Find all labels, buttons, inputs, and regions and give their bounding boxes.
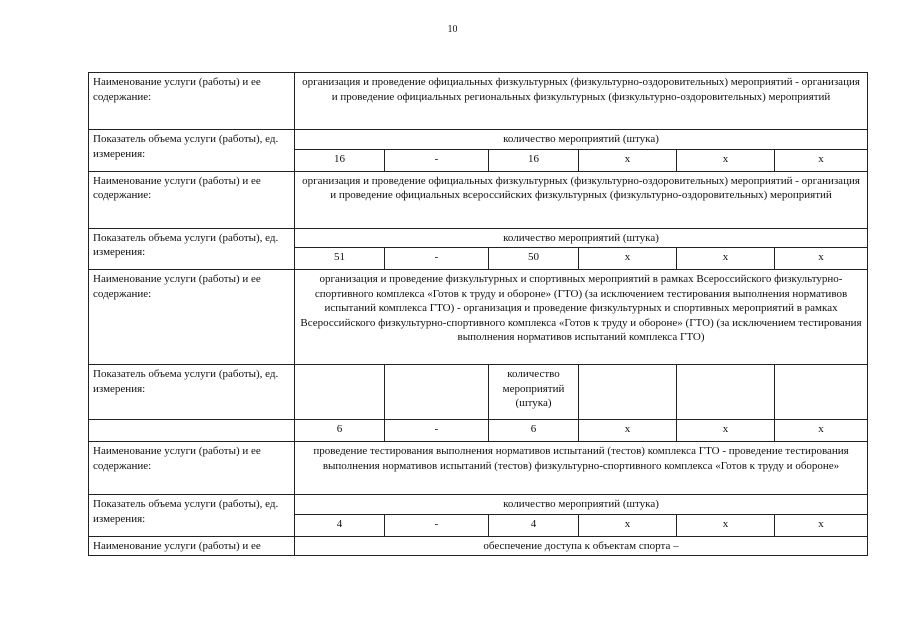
service-name-label: Наименование услуги (работы) и ее содержание:	[89, 442, 295, 495]
service-content: обеспечение доступа к объектам спорта –	[295, 536, 868, 556]
service-name-row	[89, 171, 868, 228]
volume-unit: количество мероприятий (штука)	[295, 228, 868, 248]
value-cell: х	[775, 514, 868, 536]
empty-cell	[775, 365, 868, 420]
volume-unit: количество мероприятий (штука)	[295, 495, 868, 515]
value-cell: х	[579, 149, 677, 171]
value-cell: х	[579, 514, 677, 536]
service-content: организация и проведение официальных физкультурных (физкультурно-оздоровительных) мероприятий - организация и проведение официальных региональных физкультурных (физкультурно-оздоровительных) мероприятий	[295, 73, 868, 130]
volume-values-row	[89, 420, 868, 442]
value-cell: 6	[489, 420, 579, 442]
volume-indicator-label: Показатель объема услуги (работы), ед. измерения:	[89, 130, 295, 172]
value-cell: -	[385, 420, 489, 442]
empty-label-cell	[89, 420, 295, 442]
value-cell: -	[385, 248, 489, 270]
value-cell: 16	[295, 149, 385, 171]
service-name-row	[89, 270, 868, 365]
value-cell: х	[775, 420, 868, 442]
value-cell: 16	[489, 149, 579, 171]
value-cell: х	[775, 248, 868, 270]
value-cell: -	[385, 514, 489, 536]
empty-cell	[295, 365, 385, 420]
volume-unit: количество мероприятий (штука)	[295, 130, 868, 150]
volume-unit-row	[89, 495, 868, 515]
value-cell: х	[579, 248, 677, 270]
service-name-row	[89, 442, 868, 495]
empty-cell	[579, 365, 677, 420]
value-cell: 50	[489, 248, 579, 270]
page-number: 10	[447, 24, 458, 35]
volume-unit-row	[89, 130, 868, 150]
service-name-label: Наименование услуги (работы) и ее содержание:	[89, 171, 295, 228]
service-name-row	[89, 73, 868, 130]
service-name-label: Наименование услуги (работы) и ее содержание:	[89, 73, 295, 130]
service-content: проведение тестирования выполнения нормативов испытаний (тестов) комплекса ГТО - проведение тестирования выполнения нормативов испытаний (тестов) физкультурно-спортивного комплекса «Готов к труду и обороне»	[295, 442, 868, 495]
volume-unit: количество мероприятий (штука)	[489, 365, 579, 420]
value-cell: х	[677, 248, 775, 270]
service-content: организация и проведение официальных физкультурных (физкультурно-оздоровительных) мероприятий - организация и проведение официальных всероссийских физкультурных (физкультурно-оздоровительных) мероприятий	[295, 171, 868, 228]
value-cell: х	[677, 149, 775, 171]
empty-cell	[677, 365, 775, 420]
volume-unit-row	[89, 228, 868, 248]
value-cell: х	[579, 420, 677, 442]
value-cell: х	[677, 514, 775, 536]
value-cell: 6	[295, 420, 385, 442]
value-cell: 4	[295, 514, 385, 536]
value-cell: 51	[295, 248, 385, 270]
volume-indicator-label: Показатель объема услуги (работы), ед. измерения:	[89, 495, 295, 537]
volume-indicator-label: Показатель объема услуги (работы), ед. измерения:	[89, 365, 295, 420]
value-cell: -	[385, 149, 489, 171]
volume-unit-row	[89, 365, 868, 420]
service-name-row	[89, 536, 868, 556]
service-name-label: Наименование услуги (работы) и ее содержание:	[89, 270, 295, 365]
volume-indicator-label: Показатель объема услуги (работы), ед. измерения:	[89, 228, 295, 270]
value-cell: х	[775, 149, 868, 171]
value-cell: х	[677, 420, 775, 442]
value-cell: 4	[489, 514, 579, 536]
service-content: организация и проведение физкультурных и спортивных мероприятий в рамках Всероссийского физкультурно-спортивного комплекса «Готов к труду и обороне» (ГТО) (за исключением тестирования выполнения нормативов испытаний комплекса ГТО) - организация и проведение физкультурных и спортивных мероприятий в рамках Всероссийского физкультурно-спортивного комплекса «Готов к труду и обороне» (ГТО) (за исключением тестирования выполнения нормативов испытаний комплекса ГТО)	[295, 270, 868, 365]
services-table	[88, 72, 868, 556]
empty-cell	[385, 365, 489, 420]
service-name-label: Наименование услуги (работы) и ее	[89, 536, 295, 556]
